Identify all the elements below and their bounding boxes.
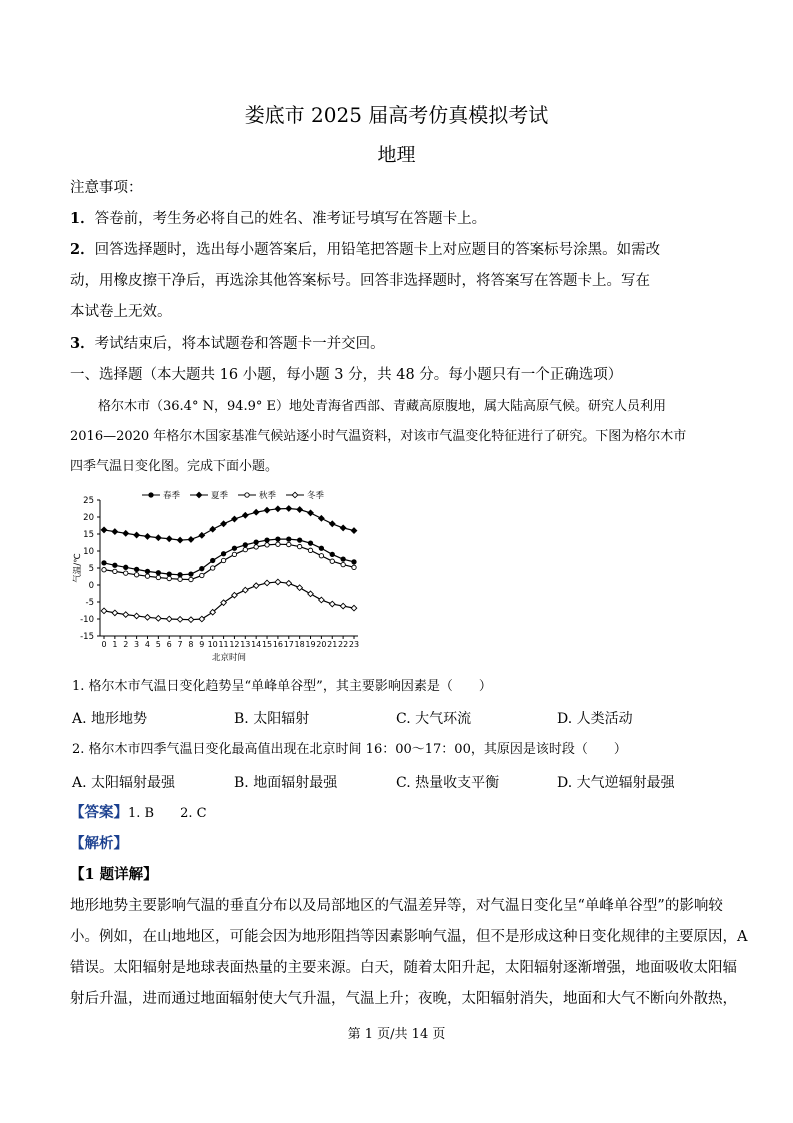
data-point [254,540,258,544]
x-tick-label: 9 [199,640,205,649]
subject-title: 地理 [377,144,416,166]
data-point [351,528,357,534]
data-point [340,525,346,531]
data-point [188,617,194,623]
data-point [200,566,204,570]
data-point [308,541,312,545]
data-point [166,536,172,542]
notice-item-2-text: 回答选择题时，选出每小题答案后，用铅笔把答题卡上对应题目的答案标号涂黑。如需改 [94,242,661,258]
data-point [134,567,138,571]
x-tick-label: 16 [272,640,284,649]
data-point [112,529,118,535]
data-point [112,610,118,616]
data-point [156,571,160,575]
data-point [156,535,162,541]
question-2-option-b: B. 地面辐射最强 [234,775,338,791]
data-point [101,527,107,533]
detail-tag: 【1 题详解】 [70,866,158,883]
data-point [113,563,117,567]
data-point [199,533,205,539]
y-tick-label: 0 [88,581,94,591]
y-tick-label: -5 [85,598,94,608]
series-2 [101,506,357,543]
series-line [104,509,354,541]
data-point [351,605,357,611]
data-point [245,493,249,497]
legend-label: 秋季 [259,491,277,501]
data-point [352,560,356,564]
data-point [177,617,183,623]
data-point [319,597,325,603]
legend-label: 夏季 [211,491,229,501]
data-point [243,513,249,519]
data-point [145,569,149,573]
answer-text: 1. B 2. C [128,806,207,821]
data-point [341,562,345,566]
x-tick-label: 17 [283,640,294,649]
legend-label: 冬季 [307,491,325,501]
data-point [340,603,346,609]
data-point [254,545,258,549]
x-tick-label: 20 [316,640,327,649]
question-1-option-a: A. 地形地势 [72,711,148,727]
y-tick-label: -15 [80,632,94,642]
detail-line-1: 地形地势主要影响气温的垂直分布以及局部地区的气温差异等，对气温日变化呈“单峰单谷型”的影响较 [70,898,723,914]
notice-item-2-line2: 动，用橡皮擦干净后，再选涂其他答案标号。回答非选择题时，将答案写在答题卡上。写在 [70,273,650,289]
data-point [156,616,162,622]
legend-label: 春季 [163,491,181,501]
notice-item-1 [70,209,486,229]
x-tick-label: 22 [338,640,349,649]
data-point [292,492,298,498]
intro-line-1: 格尔木市（36.4° N，94.9° E）地处青海省西部、青藏高原腹地，属大陆高原气候。研究人员利用 [98,399,667,414]
data-point [330,559,334,563]
data-point [178,573,182,577]
legend-item-4 [286,490,325,501]
data-point [352,565,356,569]
y-tick-label: 15 [83,530,94,540]
legend-item-3 [238,490,277,501]
question-1-option-c: C. 大气环流 [396,711,472,727]
answer-line [70,803,207,824]
y-tick-label: 20 [83,513,94,523]
question-2-option-d: D. 大气逆辐射最强 [557,775,675,791]
detail-line-4: 射后升温，进而通过地面辐射使大气升温，气温上升；夜晚，太阳辐射消失，地面和大气不断向外散热， [70,991,737,1007]
question-2-option-c: C. 热量收支平衡 [396,775,500,791]
data-point [232,552,236,556]
x-tick-label: 10 [207,640,218,649]
data-point [145,574,149,578]
y-tick-label: -10 [80,615,94,625]
chart-legend [142,490,325,501]
data-point [178,577,182,581]
x-tick-label: 14 [251,640,262,649]
notice-item-2-line3: 本试卷上无效。 [70,304,172,320]
data-point [287,537,291,541]
data-point [134,532,140,538]
question-1-option-d: D. 人类活动 [557,711,633,727]
notice-item-1-text: 答卷前，考生务必将自己的姓名、准考证号填写在答题卡上。 [94,211,487,227]
chart-axes [72,496,359,663]
data-point [265,543,269,547]
notice-item-1-number: 1． [70,210,95,227]
data-point [221,552,225,556]
question-2-option-a: A. 太阳辐射最强 [72,775,176,791]
data-point [189,572,193,576]
data-point [101,608,107,614]
data-point [188,537,194,543]
question-2-stem: 2. 格尔木市四季气温日变化最高值出现在北京时间 16：00～17：00，其原因是该时段（ ） [72,742,627,757]
data-point [113,569,117,573]
data-point [232,516,238,522]
data-point [308,591,314,597]
data-point [297,544,301,548]
question-1-option-b: B. 太阳辐射 [234,711,310,727]
x-tick-label: 21 [327,640,338,649]
x-tick-label: 11 [218,640,229,649]
notice-item-3 [70,334,385,354]
data-point [210,566,214,570]
data-point [253,509,259,515]
series-line [104,544,354,579]
data-point [145,615,151,621]
data-point [134,573,138,577]
data-point [287,542,291,546]
data-point [134,613,140,619]
x-tick-label: 4 [144,640,151,649]
data-point [286,581,292,587]
legend-item-1 [142,490,181,501]
data-point [253,583,259,589]
data-point [297,538,301,542]
data-point [276,542,280,546]
data-point [275,579,281,585]
data-point [319,546,323,550]
x-axis-label: 北京时间 [211,653,247,663]
intro-line-2: 2016—2020 年格尔木国家基准气候站逐小时气温资料，对该市气温变化特征进行了研究。下图为格尔木市 [70,429,687,444]
x-tick-label: 7 [177,640,183,649]
data-point [319,516,325,522]
data-point [200,573,204,577]
section-heading: 一、选择题（本大题共 16 小题，每小题 3 分，共 48 分。每小题只有一个正确选项） [70,367,623,383]
x-tick-label: 2 [123,640,129,649]
data-point [167,576,171,580]
data-point [221,521,227,527]
answer-tag: 【答案】 [70,804,128,821]
exam-title: 娄底市 2025 届高考仿真模拟考试 [244,103,549,127]
data-point [123,612,129,618]
x-tick-label: 0 [101,640,107,649]
analysis-tag: 【解析】 [70,835,128,852]
chart-series [101,506,357,623]
x-tick-label: 18 [294,640,305,649]
x-tick-label: 12 [229,640,240,649]
data-point [319,554,323,558]
series-4 [101,579,357,622]
data-point [210,558,214,562]
data-point [265,538,269,542]
data-point [275,506,281,512]
data-point [330,552,334,556]
y-tick-label: 25 [83,496,94,506]
data-point [149,493,153,497]
data-point [221,558,225,562]
data-point [156,575,160,579]
data-point [276,537,280,541]
data-point [286,506,292,512]
legend-item-2 [190,490,229,501]
data-point [167,572,171,576]
data-point [297,507,303,513]
data-point [102,568,106,572]
intro-line-3: 四季气温日变化图。完成下面小题。 [70,459,279,474]
y-tick-label: 5 [88,564,94,574]
data-point [264,580,270,586]
page-footer: 第 1 页/共 14 页 [347,1027,446,1042]
x-tick-label: 3 [134,640,140,649]
x-tick-label: 19 [305,640,316,649]
x-tick-label: 13 [240,640,251,649]
data-point [102,561,106,565]
data-point [124,565,128,569]
x-tick-label: 5 [155,640,161,649]
data-point [177,537,183,543]
data-point [329,521,335,527]
question-1-stem: 1. 格尔木市气温日变化趋势呈“单峰单谷型”，其主要影响因素是（ ） [72,679,492,694]
x-tick-label: 23 [348,640,360,649]
data-point [210,526,216,532]
data-point [232,546,236,550]
x-tick-label: 6 [166,640,172,649]
data-point [308,548,312,552]
notice-item-3-text: 考试结束后，将本试题卷和答题卡一并交回。 [94,336,385,352]
data-point [243,543,247,547]
data-point [243,547,247,551]
data-point [123,531,129,537]
x-tick-label: 8 [188,640,194,649]
series-3 [102,542,356,582]
notice-item-3-number: 3． [70,335,95,352]
temperature-chart [70,488,370,673]
data-point [124,571,128,575]
data-point [308,510,314,516]
y-tick-label: 10 [83,547,94,557]
data-point [341,557,345,561]
notice-item-2-number: 2． [70,241,95,258]
series-line [104,582,354,620]
data-point [189,577,193,581]
data-point [297,585,303,591]
data-point [199,616,205,622]
notice-heading: 注意事项： [70,180,143,196]
data-point [196,492,202,498]
data-point [329,601,335,607]
data-point [145,534,151,540]
data-point [243,587,249,593]
detail-line-2: 小。例如，在山地地区，可能会因为地形阻挡等因素影响气温，但不是形成这种日变化规律的主要原因，A [70,929,748,945]
data-point [166,616,172,622]
notice-item-2 [70,240,660,260]
detail-line-3: 错误。太阳辐射是地球表面热量的主要来源。白天，随着太阳升起，太阳辐射逐渐增强，地面吸收太阳辐 [70,960,737,976]
x-tick-label: 1 [112,640,118,649]
x-tick-label: 15 [261,640,273,649]
y-axis-label: 气温/℃ [73,553,83,583]
data-point [264,507,270,513]
